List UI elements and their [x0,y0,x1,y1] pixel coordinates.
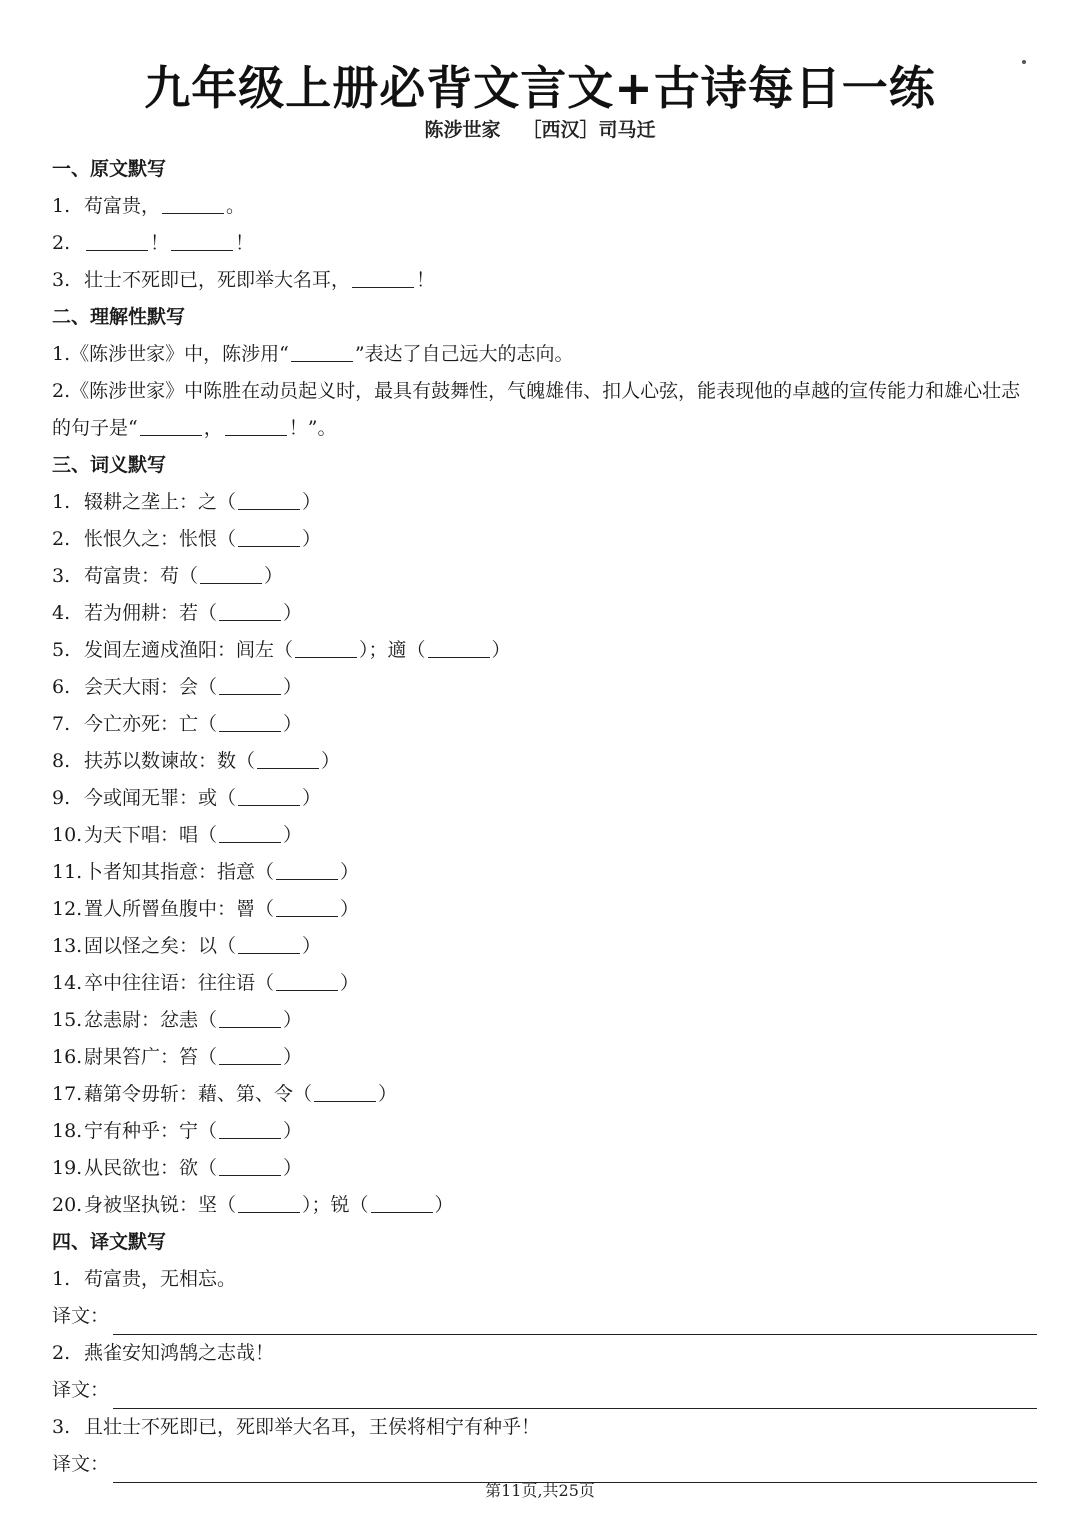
work-title: 陈涉世家 [424,119,501,141]
item-text: ） [340,861,360,883]
item-text: ！ [150,232,170,254]
answer-blank[interactable] [162,194,224,214]
item-number: 1. [52,491,71,513]
item-text: ） [283,713,303,735]
answer-blank[interactable] [86,231,148,251]
item-text: 壮士不死即已，死即举大名耳， [84,269,351,291]
vocab-item [52,706,1037,743]
answer-blank[interactable] [295,638,357,658]
item-text: ） [283,824,303,846]
item-number: 12. [52,898,83,920]
answer-blank[interactable] [200,564,262,584]
answer-blank[interactable] [371,1193,433,1213]
translation-item-2 [52,1335,1037,1372]
vocab-item [52,632,1037,669]
item-number: 13. [52,935,83,957]
vocab-item [52,484,1037,521]
item-text: 身被坚执锐：坚（ [84,1194,237,1216]
item-number: 17. [52,1083,83,1105]
translation-item-1 [52,1261,1037,1298]
item-number: 4. [52,602,71,624]
vocab-item [52,891,1037,928]
translation-answer-1 [52,1298,1037,1335]
item-text: 2.《陈涉世家》中陈胜在动员起义时，最具有鼓舞性，气魄雄伟、扣人心弦，能表现他的卓越的宣传能力和雄心壮志的句子是“ [52,380,1021,439]
item-text: 苟富贵：苟（ [84,565,199,587]
item-text: 会天大雨：会（ [84,676,218,698]
item-text: 卜者知其指意：指意（ [84,861,275,883]
comprehension-item-2 [52,373,1037,447]
item-text: ） [283,1046,303,1068]
translation-item-3 [52,1409,1037,1446]
item-number: 11. [52,861,83,883]
item-text: 宁有种乎：宁（ [84,1120,218,1142]
author: ［西汉］司马迁 [522,119,656,141]
item-text: 苟富贵，无相忘。 [84,1268,237,1290]
item-text: ） [283,676,303,698]
answer-blank[interactable] [219,1045,281,1065]
translation-label: 译文： [52,1305,110,1327]
item-text: ） [302,787,322,809]
item-text: 辍耕之垄上：之（ [84,491,237,513]
vocab-item [52,1113,1037,1150]
answer-blank[interactable] [352,268,414,288]
item-text: 扶苏以数谏故：数（ [84,750,256,772]
item-text: ！ [235,232,255,254]
item-number: 3. [52,269,71,291]
answer-blank[interactable] [219,675,281,695]
item-text: ） [491,639,511,661]
item-text: 卒中往往语：往往语（ [84,972,275,994]
item-text: ） [283,1120,303,1142]
item-number: 3. [52,565,71,587]
answer-blank[interactable] [276,860,338,880]
item-text: 置人所罾鱼腹中：罾（ [84,898,275,920]
item-text: ！”。 [288,417,337,439]
recite-item-2 [52,225,1037,262]
item-number: 18. [52,1120,83,1142]
item-text: ） [283,1009,303,1031]
subtitle [0,115,1080,142]
page-number: 第11页,共25页 [485,1481,595,1500]
item-text: 。 [226,195,246,217]
item-text: ） [264,565,284,587]
item-text: 今或闻无罪：或（ [84,787,237,809]
item-number: 6. [52,676,71,698]
item-number: 8. [52,750,71,772]
item-number: 15. [52,1009,83,1031]
vocab-item [52,743,1037,780]
item-text: ） [302,935,322,957]
vocab-item [52,1150,1037,1187]
vocab-item [52,1187,1037,1224]
vocab-list [52,484,1037,1224]
vocab-item [52,780,1037,817]
answer-blank[interactable] [238,786,300,806]
answer-blank[interactable] [225,416,287,436]
item-text: 藉第令毋斩：藉、第、令（ [84,1083,313,1105]
item-number: 7. [52,713,71,735]
answer-blank[interactable] [238,490,300,510]
item-text: ） [283,1157,303,1179]
item-number: 2. [52,1342,71,1364]
item-number: 9. [52,787,71,809]
answer-line[interactable] [113,1308,1037,1335]
vocab-item [52,1002,1037,1039]
item-text: ） [302,491,322,513]
item-text: 固以怪之矣：以（ [84,935,237,957]
answer-blank[interactable] [238,934,300,954]
item-text: 且壮士不死即已，死即举大名耳，王侯将相宁有种乎！ [84,1416,541,1438]
vocab-item [52,558,1037,595]
item-text: 尉果笞广：笞（ [84,1046,218,1068]
answer-blank[interactable] [219,823,281,843]
answer-blank[interactable] [140,416,202,436]
vocab-item [52,595,1037,632]
answer-blank[interactable] [238,527,300,547]
answer-blank[interactable] [314,1082,376,1102]
item-text: ”表达了自己远大的志向。 [354,343,574,365]
translation-label: 译文： [52,1453,110,1475]
item-text: ） [378,1083,398,1105]
section-heading-1: 一、原文默写 [52,158,167,180]
section-heading-2: 二、理解性默写 [52,306,186,328]
section-heading-3: 三、词义默写 [52,454,167,476]
answer-blank[interactable] [276,971,338,991]
item-number: 2. [52,528,71,550]
page-title: 九年级上册必背文言文+古诗每日一练 [144,61,936,115]
item-text: 今亡亦死：亡（ [84,713,218,735]
comprehension-item-1 [52,336,1037,373]
vocab-item [52,965,1037,1002]
item-number: 10. [52,824,83,846]
answer-blank[interactable] [238,1193,300,1213]
answer-blank[interactable] [219,712,281,732]
item-number: 16. [52,1046,83,1068]
item-text: 1.《陈涉世家》中，陈涉用“ [52,343,289,365]
recite-item-1 [52,188,1037,225]
answer-blank[interactable] [171,231,233,251]
answer-blank[interactable] [428,638,490,658]
item-text: ） [302,528,322,550]
item-number: 1. [52,195,71,217]
item-text: ） [321,750,341,772]
vocab-item [52,817,1037,854]
answer-blank[interactable] [219,601,281,621]
answer-blank[interactable] [276,897,338,917]
item-text: ） [340,898,360,920]
translation-label: 译文： [52,1379,110,1401]
item-number: 3. [52,1416,71,1438]
item-text: ！ [416,269,436,291]
section-heading-4: 四、译文默写 [52,1231,167,1253]
item-number: 20. [52,1194,83,1216]
answer-blank[interactable] [219,1008,281,1028]
answer-blank[interactable] [219,1119,281,1139]
answer-blank[interactable] [219,1156,281,1176]
vocab-item [52,669,1037,706]
item-text: ） [340,972,360,994]
item-number: 2. [52,232,71,254]
worksheet-content [52,151,1037,1483]
item-text: ）；適（ [359,639,426,661]
item-number: 1. [52,1268,71,1290]
item-number: 14. [52,972,83,994]
item-text: 忿恚尉：忿恚（ [84,1009,218,1031]
item-text: ） [283,602,303,624]
item-text: 发闾左適戍渔阳：闾左（ [84,639,294,661]
vocab-item [52,521,1037,558]
answer-blank[interactable] [291,342,353,362]
item-number: 19. [52,1157,83,1179]
item-text: 若为佣耕：若（ [84,602,218,624]
item-text: ， [203,417,223,439]
item-text: 为天下唱：唱（ [84,824,218,846]
item-text: ） [434,1194,454,1216]
item-text: 从民欲也：欲（ [84,1157,218,1179]
answer-blank[interactable] [257,749,319,769]
item-number: 5. [52,639,71,661]
item-text: ）；锐（ [302,1194,369,1216]
item-text: 苟富贵， [84,195,161,217]
item-text: 怅恨久之：怅恨（ [84,528,237,550]
vocab-item [52,928,1037,965]
answer-line[interactable] [113,1382,1037,1409]
vocab-item [52,854,1037,891]
translation-answer-2 [52,1372,1037,1409]
item-text: 燕雀安知鸿鹄之志哉！ [84,1342,275,1364]
vocab-item [52,1076,1037,1113]
recite-item-3 [52,262,1037,299]
vocab-item [52,1039,1037,1076]
